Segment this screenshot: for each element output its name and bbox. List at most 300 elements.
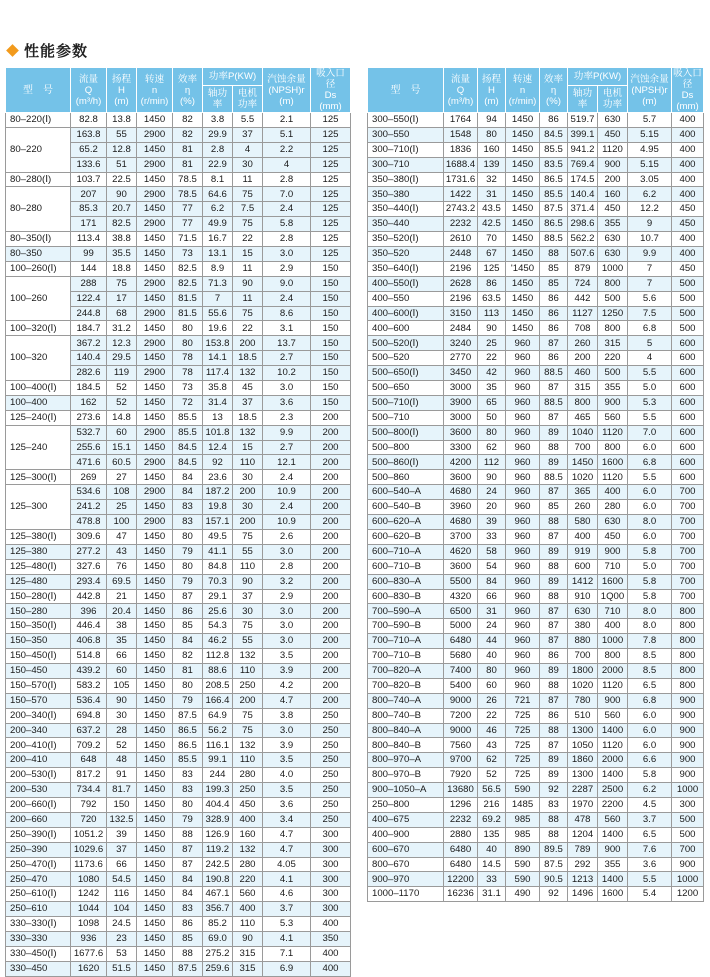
cell-model: 400–675 <box>368 812 444 827</box>
cell-efficiency: 73 <box>173 247 203 262</box>
cell-npsh: 7.5 <box>628 306 672 321</box>
cell-motor-power: 450 <box>598 529 628 544</box>
cell-motor-power: 560 <box>598 812 628 827</box>
cell-motor-power: 400 <box>598 619 628 634</box>
cell-head: 20 <box>478 500 506 515</box>
cell-model: 500–650(Ⅰ) <box>368 366 444 381</box>
cell-flow: 396 <box>71 604 107 619</box>
cell-suction-diameter: 200 <box>311 649 351 664</box>
cell-head: 20.4 <box>107 604 137 619</box>
cell-flow: 536.4 <box>71 693 107 708</box>
cell-shaft-power: 49.9 <box>203 217 233 232</box>
cell-suction-diameter: 450 <box>672 202 704 217</box>
cell-speed: 1450 <box>506 306 540 321</box>
cell-speed: 590 <box>506 872 540 887</box>
cell-shaft-power: 880 <box>568 634 598 649</box>
cell-npsh: 5.8 <box>628 544 672 559</box>
cell-shaft-power: 12.4 <box>203 440 233 455</box>
cell-speed: 2900 <box>137 425 173 440</box>
cell-speed: 960 <box>506 589 540 604</box>
cell-suction-diameter: 125 <box>311 172 351 187</box>
cell-speed: 1450 <box>506 276 540 291</box>
table-row <box>368 708 704 723</box>
cell-npsh: 3.5 <box>263 783 311 798</box>
cell-model: 800–970–A <box>368 753 444 768</box>
cell-head: 24.5 <box>107 917 137 932</box>
cell-npsh: 8.0 <box>628 515 672 530</box>
table-row <box>6 812 351 827</box>
cell-head: 39 <box>478 515 506 530</box>
cell-model: 250–470 <box>6 872 71 887</box>
cell-efficiency: 81.5 <box>173 306 203 321</box>
cell-shaft-power: 467.1 <box>203 887 233 902</box>
cell-head: 112 <box>478 455 506 470</box>
cell-model: 125–240 <box>6 425 71 470</box>
cell-speed: 2900 <box>137 366 173 381</box>
cell-efficiency: 87 <box>173 857 203 872</box>
cell-speed: 721 <box>506 693 540 708</box>
cell-suction-diameter: 900 <box>672 723 704 738</box>
cell-speed: 985 <box>506 812 540 827</box>
cell-speed: 1450 <box>506 172 540 187</box>
table-row <box>368 485 704 500</box>
cell-efficiency: 78.5 <box>173 172 203 187</box>
table-row <box>368 663 704 678</box>
cell-efficiency: 82.5 <box>173 261 203 276</box>
table-row <box>368 574 704 589</box>
header-shaft-power: 轴功率 <box>203 86 233 113</box>
table-row <box>368 276 704 291</box>
table-row <box>368 291 704 306</box>
cell-flow: 534.6 <box>71 485 107 500</box>
cell-model: 100–260(Ⅰ) <box>6 261 71 276</box>
cell-suction-diameter: 500 <box>672 291 704 306</box>
table-row <box>368 306 704 321</box>
cell-head: 38.8 <box>107 232 137 247</box>
table-row <box>6 663 351 678</box>
cell-efficiency: 85 <box>540 500 568 515</box>
cell-speed: 1450 <box>137 261 173 276</box>
cell-suction-diameter: 300 <box>311 902 351 917</box>
cell-shaft-power: 630 <box>568 604 598 619</box>
cell-shaft-power: 200 <box>568 351 598 366</box>
cell-speed: 1450 <box>506 202 540 217</box>
cell-model: 350–640(Ⅰ) <box>368 261 444 276</box>
cell-shaft-power: 56.2 <box>203 723 233 738</box>
cell-npsh: 6.0 <box>628 500 672 515</box>
cell-head: 139 <box>478 157 506 172</box>
cell-speed: 2900 <box>137 217 173 232</box>
cell-npsh: 12.1 <box>263 455 311 470</box>
table-row <box>6 247 351 262</box>
cell-shaft-power: 879 <box>568 261 598 276</box>
cell-flow: 4320 <box>444 589 478 604</box>
cell-head: 23 <box>107 931 137 946</box>
table-row <box>6 187 351 202</box>
cell-suction-diameter: 250 <box>311 812 351 827</box>
cell-suction-diameter: 250 <box>311 797 351 812</box>
cell-npsh: 10.9 <box>263 485 311 500</box>
cell-npsh: 5.3 <box>628 395 672 410</box>
cell-suction-diameter: 150 <box>311 321 351 336</box>
cell-motor-power: 30 <box>233 157 263 172</box>
cell-suction-diameter: 700 <box>672 589 704 604</box>
cell-head: 31 <box>478 187 506 202</box>
cell-suction-diameter: 600 <box>672 470 704 485</box>
cell-flow: 3150 <box>444 306 478 321</box>
cell-suction-diameter: 125 <box>311 127 351 142</box>
cell-suction-diameter: 900 <box>672 857 704 872</box>
table-row <box>368 693 704 708</box>
cell-head: 25 <box>107 500 137 515</box>
cell-speed: 1450 <box>506 247 540 262</box>
cell-shaft-power: 116.1 <box>203 738 233 753</box>
cell-suction-diameter: 700 <box>672 559 704 574</box>
cell-model: 125–300(Ⅰ) <box>6 470 71 485</box>
cell-model: 150–280 <box>6 604 71 619</box>
cell-npsh: 6.0 <box>628 723 672 738</box>
table-row <box>368 827 704 842</box>
cell-shaft-power: 166.4 <box>203 693 233 708</box>
table-row <box>368 857 704 872</box>
cell-efficiency: 88 <box>173 946 203 961</box>
cell-efficiency: 89 <box>540 768 568 783</box>
cell-flow: 1029.6 <box>71 842 107 857</box>
cell-npsh: 2.4 <box>263 291 311 306</box>
cell-speed: 960 <box>506 366 540 381</box>
cell-head: 42 <box>478 366 506 381</box>
table-row <box>368 872 704 887</box>
cell-head: 40 <box>478 649 506 664</box>
cell-motor-power: 75 <box>233 619 263 634</box>
cell-shaft-power: 400 <box>568 529 598 544</box>
cell-shaft-power: 6.2 <box>203 202 233 217</box>
cell-motor-power: 1120 <box>598 425 628 440</box>
cell-model: 400–550 <box>368 291 444 306</box>
cell-suction-diameter: 250 <box>311 768 351 783</box>
cell-efficiency: 83 <box>173 515 203 530</box>
cell-efficiency: 86 <box>173 604 203 619</box>
cell-flow: 12200 <box>444 872 478 887</box>
cell-efficiency: 85 <box>540 276 568 291</box>
cell-suction-diameter: 600 <box>672 336 704 351</box>
cell-npsh: 13.7 <box>263 336 311 351</box>
cell-suction-diameter: 250 <box>311 723 351 738</box>
cell-model: 800–840–A <box>368 723 444 738</box>
cell-flow: 1677.6 <box>71 946 107 961</box>
cell-efficiency: 84.5 <box>540 127 568 142</box>
table-row <box>6 917 351 932</box>
cell-npsh: 7.8 <box>628 634 672 649</box>
cell-efficiency: 88 <box>540 827 568 842</box>
cell-suction-diameter: 700 <box>672 529 704 544</box>
cell-suction-diameter: 700 <box>672 500 704 515</box>
cell-efficiency: 81 <box>173 663 203 678</box>
cell-flow: 82.8 <box>71 113 107 128</box>
cell-npsh: 8.5 <box>628 649 672 664</box>
cell-motor-power: 37 <box>233 589 263 604</box>
cell-motor-power: 11 <box>233 172 263 187</box>
cell-flow: 3600 <box>444 425 478 440</box>
cell-head: 26 <box>478 693 506 708</box>
cell-suction-diameter: 400 <box>311 946 351 961</box>
cell-suction-diameter: 150 <box>311 381 351 396</box>
cell-head: 58 <box>478 544 506 559</box>
cell-speed: 1450 <box>137 500 173 515</box>
cell-shaft-power: 70.3 <box>203 574 233 589</box>
cell-suction-diameter: 150 <box>311 306 351 321</box>
cell-motor-power: 30 <box>233 470 263 485</box>
cell-motor-power: 1600 <box>598 887 628 902</box>
cell-shaft-power: 2.8 <box>203 142 233 157</box>
table-row <box>6 544 351 559</box>
cell-shaft-power: 365 <box>568 485 598 500</box>
cell-flow: 2743.2 <box>444 202 478 217</box>
cell-suction-diameter: 125 <box>311 142 351 157</box>
cell-shaft-power: 260 <box>568 336 598 351</box>
cell-head: 150 <box>107 797 137 812</box>
table-row <box>368 217 704 232</box>
cell-motor-power: 400 <box>233 902 263 917</box>
cell-shaft-power: 174.5 <box>568 172 598 187</box>
cell-efficiency: 87 <box>540 604 568 619</box>
cell-suction-diameter: 200 <box>311 529 351 544</box>
cell-head: 68 <box>107 306 137 321</box>
cell-speed: 960 <box>506 634 540 649</box>
cell-shaft-power: 769.4 <box>568 157 598 172</box>
cell-npsh: 3.05 <box>628 172 672 187</box>
table-row <box>368 723 704 738</box>
cell-head: 116 <box>107 887 137 902</box>
cell-motor-power: 2500 <box>598 783 628 798</box>
cell-npsh: 3.2 <box>263 574 311 589</box>
cell-npsh: 4.95 <box>628 142 672 157</box>
cell-model: 250–610 <box>6 902 71 917</box>
cell-motor-power: 450 <box>598 127 628 142</box>
cell-speed: 960 <box>506 425 540 440</box>
cell-speed: 590 <box>506 857 540 872</box>
cell-flow: 3240 <box>444 336 478 351</box>
cell-flow: 442.8 <box>71 589 107 604</box>
cell-motor-power: 400 <box>598 485 628 500</box>
cell-model: 80–350(Ⅰ) <box>6 232 71 247</box>
cell-suction-diameter: 150 <box>311 291 351 306</box>
cell-flow: 103.7 <box>71 172 107 187</box>
cell-model: 600–620–B <box>368 529 444 544</box>
cell-shaft-power: 35.8 <box>203 381 233 396</box>
cell-speed: 1450 <box>137 902 173 917</box>
header-model: 型 号 <box>6 68 71 113</box>
cell-motor-power: 710 <box>598 559 628 574</box>
cell-efficiency: 86 <box>540 649 568 664</box>
cell-model: 700–710–B <box>368 649 444 664</box>
table-row <box>368 395 704 410</box>
cell-npsh: 3.9 <box>263 663 311 678</box>
cell-npsh: 2.9 <box>263 589 311 604</box>
cell-npsh: 2.9 <box>263 261 311 276</box>
cell-efficiency: 80 <box>173 678 203 693</box>
header-power: 功率P(KW) <box>203 68 263 86</box>
cell-efficiency: 84.5 <box>173 455 203 470</box>
table-row <box>6 708 351 723</box>
cell-model: 350–440 <box>368 217 444 232</box>
cell-efficiency: 84 <box>173 887 203 902</box>
cell-head: 60 <box>107 425 137 440</box>
cell-flow: 2484 <box>444 321 478 336</box>
cell-efficiency: 88.5 <box>540 470 568 485</box>
cell-shaft-power: 404.4 <box>203 797 233 812</box>
cell-speed: 1450 <box>137 931 173 946</box>
cell-shaft-power: 119.2 <box>203 842 233 857</box>
cell-efficiency: 87 <box>540 738 568 753</box>
cell-head: 40 <box>478 842 506 857</box>
cell-motor-power: 900 <box>598 395 628 410</box>
cell-model: 600–830–A <box>368 574 444 589</box>
cell-flow: 2196 <box>444 261 478 276</box>
table-row <box>6 321 351 336</box>
cell-suction-diameter: 200 <box>311 634 351 649</box>
cell-shaft-power: 23.6 <box>203 470 233 485</box>
cell-motor-power: 200 <box>598 172 628 187</box>
cell-shaft-power: 600 <box>568 559 598 574</box>
cell-suction-diameter: 500 <box>672 321 704 336</box>
table-row <box>368 812 704 827</box>
cell-model: 80–220(Ⅰ) <box>6 113 71 128</box>
cell-suction-diameter: 900 <box>672 768 704 783</box>
cell-model: 300–710(Ⅰ) <box>368 142 444 157</box>
cell-suction-diameter: 400 <box>672 127 704 142</box>
header-row-top <box>368 68 704 86</box>
cell-flow: 16236 <box>444 887 478 902</box>
cell-speed: 1450 <box>137 172 173 187</box>
cell-model: 600–710–A <box>368 544 444 559</box>
cell-head: 90 <box>478 470 506 485</box>
cell-efficiency: 87 <box>540 529 568 544</box>
header-npsh: 汽蚀余量 (NPSH)r (m) <box>628 68 672 113</box>
table-row <box>6 410 351 425</box>
cell-flow: 3000 <box>444 381 478 396</box>
cell-head: 62 <box>478 753 506 768</box>
cell-shaft-power: 1127 <box>568 306 598 321</box>
cell-motor-power: 132 <box>233 842 263 857</box>
cell-speed: 1450 <box>137 708 173 723</box>
cell-motor-power: 1120 <box>598 470 628 485</box>
cell-flow: 478.8 <box>71 515 107 530</box>
cell-npsh: 9.9 <box>263 425 311 440</box>
cell-speed: 2900 <box>137 306 173 321</box>
cell-efficiency: 89 <box>540 544 568 559</box>
cell-npsh: 2.7 <box>263 351 311 366</box>
cell-motor-power: 1600 <box>598 574 628 589</box>
cell-efficiency: 83 <box>173 500 203 515</box>
cell-speed: 1450 <box>506 291 540 306</box>
cell-shaft-power: 562.2 <box>568 232 598 247</box>
cell-head: 53 <box>107 946 137 961</box>
cell-suction-diameter: 600 <box>672 395 704 410</box>
cell-motor-power: 160 <box>233 827 263 842</box>
cell-suction-diameter: 300 <box>672 797 704 812</box>
cell-head: 46 <box>478 723 506 738</box>
cell-head: 35 <box>478 381 506 396</box>
cell-speed: 1450 <box>137 723 173 738</box>
cell-speed: 2900 <box>137 276 173 291</box>
header-model: 型 号 <box>368 68 444 113</box>
cell-speed: 1450 <box>137 574 173 589</box>
cell-flow: 277.2 <box>71 544 107 559</box>
cell-suction-diameter: 200 <box>311 455 351 470</box>
cell-model: 500–520 <box>368 351 444 366</box>
cell-model: 200–530 <box>6 783 71 798</box>
cell-npsh: 3.8 <box>263 708 311 723</box>
cell-speed: 1450 <box>506 127 540 142</box>
cell-flow: 7920 <box>444 768 478 783</box>
cell-npsh: 3.0 <box>263 619 311 634</box>
cell-suction-diameter: 200 <box>311 515 351 530</box>
table-row <box>6 529 351 544</box>
cell-speed: 1450 <box>137 842 173 857</box>
cell-efficiency: 84 <box>173 634 203 649</box>
header-efficiency: 效率 η (%) <box>173 68 203 113</box>
cell-npsh: 6.8 <box>628 321 672 336</box>
cell-shaft-power: 157.1 <box>203 515 233 530</box>
cell-speed: 2900 <box>137 127 173 142</box>
cell-motor-power: 2200 <box>598 797 628 812</box>
cell-flow: 4620 <box>444 544 478 559</box>
table-row <box>6 559 351 574</box>
cell-efficiency: 73 <box>173 381 203 396</box>
table-row <box>368 559 704 574</box>
table-row <box>6 768 351 783</box>
cell-npsh: 4.7 <box>263 827 311 842</box>
cell-motor-power: 900 <box>598 544 628 559</box>
cell-npsh: 8.5 <box>628 663 672 678</box>
cell-shaft-power: 442 <box>568 291 598 306</box>
cell-efficiency: 88.5 <box>540 395 568 410</box>
cell-suction-diameter: 150 <box>311 351 351 366</box>
cell-efficiency: 79 <box>173 693 203 708</box>
cell-head: 27 <box>107 470 137 485</box>
cell-shaft-power: 55.6 <box>203 306 233 321</box>
cell-motor-power: 560 <box>598 708 628 723</box>
cell-head: 52 <box>107 738 137 753</box>
cell-motor-power: 1120 <box>598 678 628 693</box>
cell-efficiency: 83 <box>540 797 568 812</box>
cell-npsh: 5.5 <box>628 470 672 485</box>
cell-efficiency: 87.5 <box>173 961 203 976</box>
table-row <box>368 797 704 812</box>
cell-flow: 792 <box>71 797 107 812</box>
cell-flow: 2610 <box>444 232 478 247</box>
cell-head: 14.8 <box>107 410 137 425</box>
cell-efficiency: 87 <box>173 842 203 857</box>
cell-shaft-power: 1970 <box>568 797 598 812</box>
cell-speed: 960 <box>506 559 540 574</box>
cell-flow: 85.3 <box>71 202 107 217</box>
cell-model: 125–480 <box>6 574 71 589</box>
header-suction-diameter: 吸入口径 Ds (mm) <box>311 68 351 113</box>
table-row <box>368 172 704 187</box>
cell-shaft-power: 800 <box>568 395 598 410</box>
table-row <box>368 455 704 470</box>
cell-suction-diameter: 300 <box>311 857 351 872</box>
cell-motor-power: 15 <box>233 247 263 262</box>
cell-motor-power: 2000 <box>598 663 628 678</box>
cell-model: 600–830–B <box>368 589 444 604</box>
table-row <box>368 351 704 366</box>
cell-suction-diameter: 125 <box>311 247 351 262</box>
cell-flow: 7200 <box>444 708 478 723</box>
cell-suction-diameter: 450 <box>672 217 704 232</box>
